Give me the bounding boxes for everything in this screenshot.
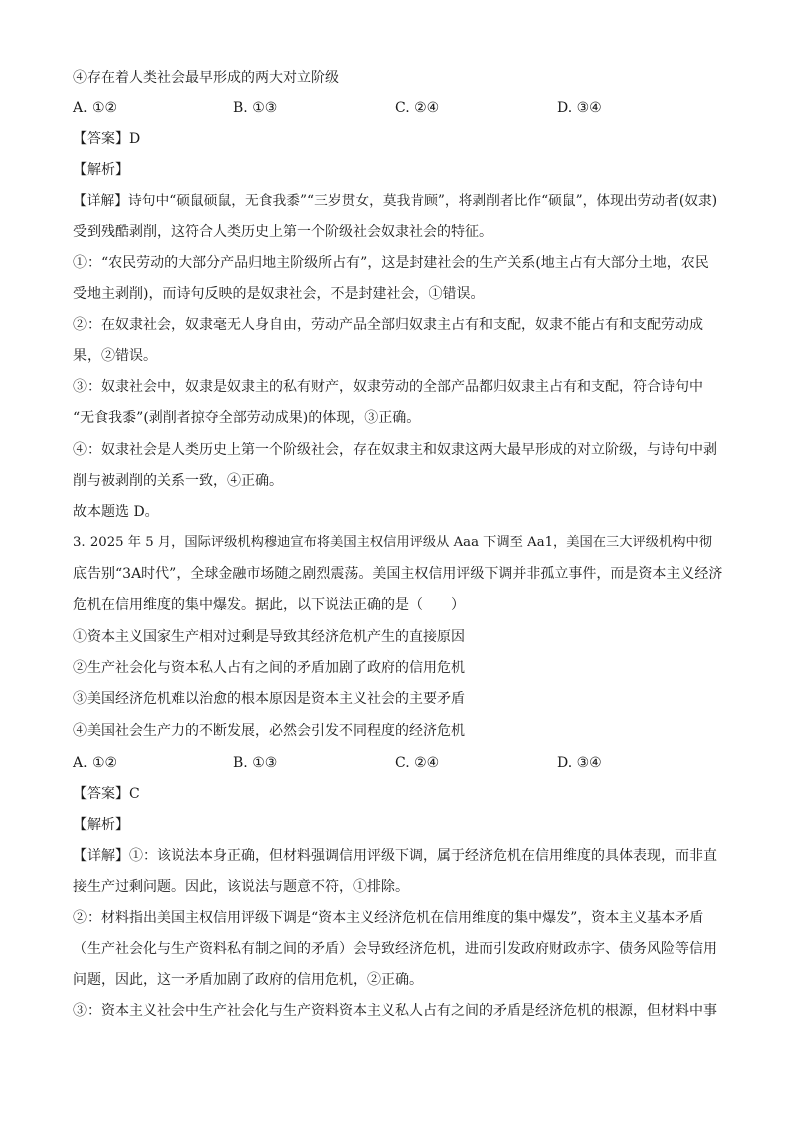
q3-item-2: ②生产社会化与资本私人占有之间的矛盾加剧了政府的信用危机	[73, 660, 465, 676]
q3-option-b: B. ①③	[233, 755, 278, 771]
q3-option-a: A. ①②	[73, 755, 118, 771]
q3-stem-line: 底告别“3A时代”，全球金融市场随之剧烈震荡。美国主权信用评级下调并非孤立事件，而是资本主义经济	[73, 566, 723, 582]
q2-explain-line: 削与被剥削的关系一致，④正确。	[73, 473, 283, 489]
q3-explain-line: ③：资本主义社会中生产社会化与生产资料资本主义私人占有之间的矛盾是经济危机的根源，但材料中事	[73, 1003, 717, 1019]
q2-answer: 【答案】D	[73, 131, 141, 147]
q2-option-d: D. ③④	[557, 100, 602, 116]
q2-explain-line: ①：“农民劳动的大部分产品归地主阶级所占有”，这是封建社会的生产关系(地主占有大部分土地，农民	[73, 255, 709, 271]
q2-analysis-label: 【解析】	[73, 162, 129, 178]
q2-item-4: ④存在着人类社会最早形成的两大对立阶级	[73, 70, 339, 86]
q2-option-c: C. ②④	[395, 100, 440, 116]
q3-option-c: C. ②④	[395, 755, 440, 771]
q2-explain-line: ③：奴隶社会中，奴隶是奴隶主的私有财产，奴隶劳动的全部产品都归奴隶主占有和支配，符合诗句中	[73, 379, 703, 395]
q2-explain-line: ②：在奴隶社会，奴隶毫无人身自由，劳动产品全部归奴隶主占有和支配，奴隶不能占有和支配劳动成	[73, 317, 703, 333]
q3-analysis-label: 【解析】	[73, 817, 129, 833]
q3-item-3: ③美国经济危机难以治愈的根本原因是资本主义社会的主要矛盾	[73, 691, 465, 707]
q3-options	[73, 753, 723, 773]
q2-explain-line: “无食我黍”(剥削者掠夺全部劳动成果)的体现，③正确。	[73, 410, 421, 426]
q3-explain-line: 问题，因此，这一矛盾加剧了政府的信用危机，②正确。	[73, 972, 423, 988]
q3-answer: 【答案】C	[73, 786, 140, 802]
q3-explain-line: 接生产过剩问题。因此，该说法与题意不符，①排除。	[73, 879, 409, 895]
q3-stem-line: 3. 2025 年 5 月，国际评级机构穆迪宣布将美国主权信用评级从 Aaa 下调至 Aa1，美国在三大评级机构中彻	[73, 535, 713, 550]
q2-option-b: B. ①③	[233, 100, 278, 116]
q2-option-a: A. ①②	[73, 100, 118, 116]
q2-explain-line: 果，②错误。	[73, 348, 157, 364]
q2-explain-line: 受地主剥削)，而诗句反映的是奴隶社会，不是封建社会，①错误。	[73, 286, 485, 302]
q2-conclusion: 故本题选 D。	[73, 504, 159, 520]
q2-explain-line: 【详解】诗句中“硕鼠硕鼠，无食我黍”“三岁贯女，莫我肯顾”，将剥削者比作“硕鼠”，体现出劳动者(奴隶)	[73, 193, 718, 209]
q2-explain-line: 受到残酷剥削，这符合人类历史上第一个阶级社会奴隶社会的特征。	[73, 224, 493, 240]
q3-explain-line: 【详解】①：该说法本身正确，但材料强调信用评级下调，属于经济危机在信用维度的具体表现，而非直	[73, 848, 717, 864]
q2-explain-line: ④：奴隶社会是人类历史上第一个阶级社会，存在奴隶主和奴隶这两大最早形成的对立阶级，与诗句中剥	[73, 442, 717, 458]
q3-explain-line: ②：材料指出美国主权信用评级下调是“资本主义经济危机在信用维度的集中爆发”，资本主义基本矛盾	[73, 910, 704, 926]
q3-option-d: D. ③④	[557, 755, 602, 771]
q3-stem-line: 危机在信用维度的集中爆发。据此，以下说法正确的是（ ）	[73, 597, 465, 613]
q3-item-1: ①资本主义国家生产相对过剩是导致其经济危机产生的直接原因	[73, 629, 465, 645]
q3-item-4: ④美国社会生产力的不断发展，必然会引发不同程度的经济危机	[73, 723, 465, 739]
q3-explain-line: （生产社会化与生产资料私有制之间的矛盾）会导致经济危机，进而引发政府财政赤字、债务风险等信用	[73, 941, 717, 957]
q2-options	[73, 98, 723, 118]
